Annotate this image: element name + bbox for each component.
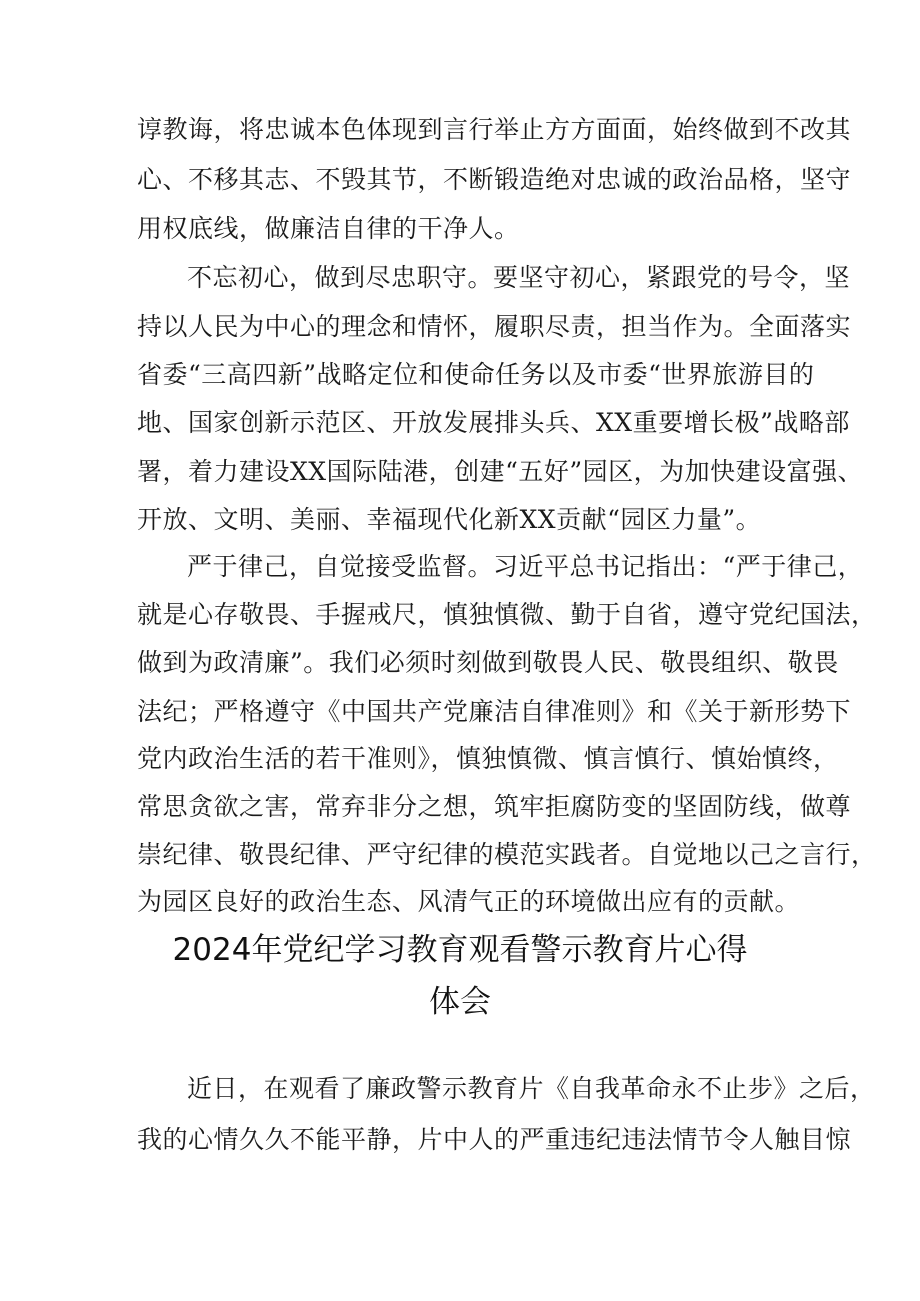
paragraph-3-line-7: 崇纪律、敬畏纪律、严守纪律的模范实践者。自觉地以己之言行， — [137, 840, 877, 869]
paragraph-2-line-2: 持以人民为中心的理念和情怀，履职尽责，担当作为。全面落实 — [137, 312, 852, 341]
paragraph-4-line-2: 我的心情久久不能平静，片中人的严重违纪违法情节令人触目惊 — [137, 1125, 852, 1154]
paragraph-2-line-5: 署，着力建设XX国际陆港，创建“五好”园区，为加快建设富强、 — [137, 457, 864, 486]
document-title-line-2: 体会 — [429, 984, 491, 1020]
paragraph-1-line-1: 谆教诲，将忠诚本色体现到言行举止方方面面，始终做到不改其 — [137, 115, 852, 144]
paragraph-2-line-6: 开放、文明、美丽、幸福现代化新XX贡献“园区力量”。 — [137, 505, 762, 534]
paragraph-1-line-2: 心、不移其志、不毁其节，不断锻造绝对忠诚的政治品格，坚守 — [137, 165, 852, 194]
paragraph-3-line-5: 党内政治生活的若干准则》，慎独慎微、慎言慎行、慎始慎终， — [137, 744, 839, 773]
paragraph-3-line-3: 做到为政清廉”。我们必须时刻做到敬畏人民、敬畏组织、敬畏 — [137, 648, 839, 677]
paragraph-2-line-4: 地、国家创新示范区、开放发展排头兵、XX重要增长极”战略部 — [137, 408, 850, 437]
paragraph-3-line-4: 法纪；严格遵守《中国共产党廉洁自律准则》和《关于新形势下 — [137, 697, 852, 726]
paragraph-3-line-2: 就是心存敬畏、手握戒尺，慎独慎微、勤于自省，遵守党纪国法， — [137, 600, 877, 629]
paragraph-3-line-8: 为园区良好的政治生态、风清气正的环境做出应有的贡献。 — [137, 887, 801, 916]
paragraph-2-line-3: 省委“三高四新”战略定位和使命任务以及市委“世界旅游目的 — [137, 360, 815, 389]
paragraph-4-line-1: 近日，在观看了廉政警示教育片《自我革命永不止步》之后， — [187, 1074, 876, 1103]
paragraph-3-line-6: 常思贪欲之害，常弃非分之想，筑牢拒腐防变的坚固防线，做尊 — [137, 792, 852, 821]
paragraph-1-line-3: 用权底线，做廉洁自律的干净人。 — [137, 214, 520, 243]
document-title-line-1: 2024年党纪学习教育观看警示教育片心得 — [172, 932, 748, 968]
paragraph-2-line-1: 不忘初心，做到尽忠职守。要坚守初心，紧跟党的号令，坚 — [187, 263, 851, 292]
paragraph-3-line-1: 严于律己，自觉接受监督。习近平总书记指出：“严于律己， — [187, 552, 864, 581]
